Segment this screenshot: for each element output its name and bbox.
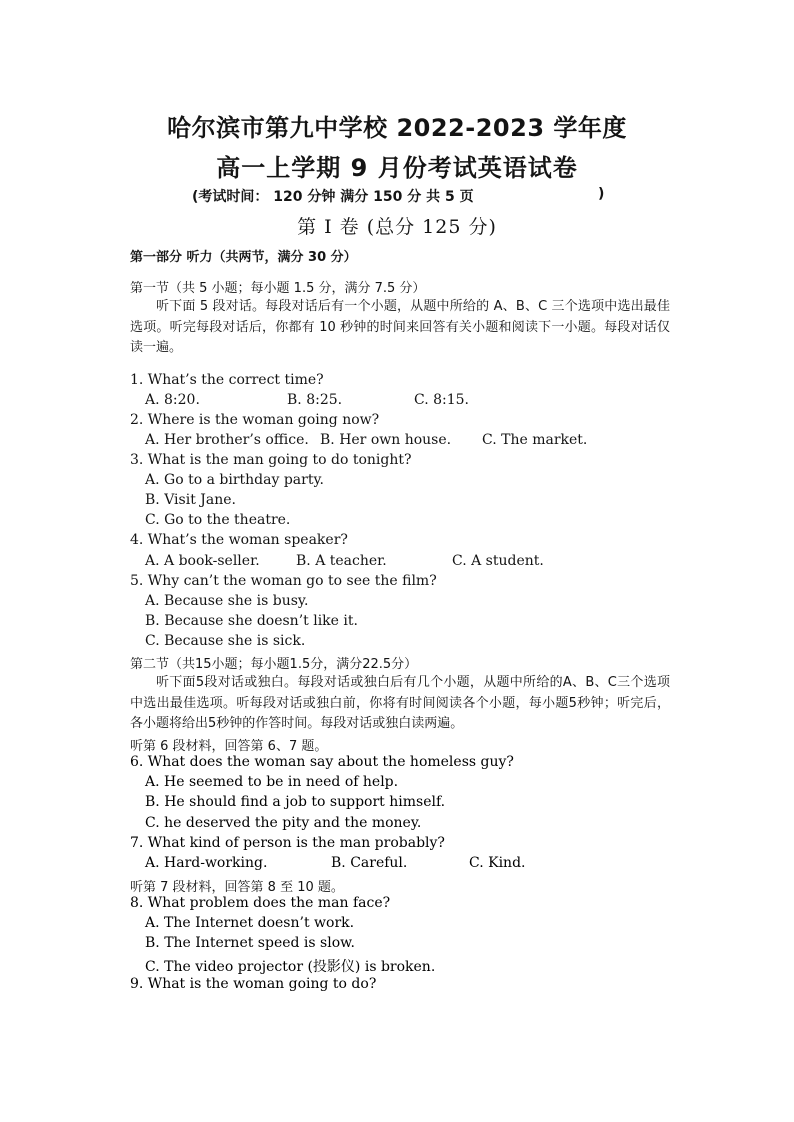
- question-5-stem: 5. Why can’t the woman go to see the film?: [130, 573, 437, 589]
- question-8-option-c: C. The video projector (投影仪) is broken.: [145, 959, 436, 975]
- question-5-option-b: B. Because she doesn’t like it.: [145, 613, 358, 629]
- question-1-stem: 1. What’s the correct time?: [130, 372, 324, 388]
- question-8-stem: 8. What problem does the man face?: [130, 895, 391, 911]
- question-3-stem: 3. What is the man going to do tonight?: [130, 452, 412, 468]
- part1-heading: 第一部分 听力（共两节，满分 30 分）: [130, 250, 357, 265]
- question-3-option-b: B. Visit Jane.: [145, 492, 236, 508]
- question-5-option-c: C. Because she is sick.: [145, 633, 306, 649]
- exam-info: (考试时间： 120 分钟 满分 150 分 共 5 页: [192, 189, 474, 205]
- question-4-stem: 4. What’s the woman speaker?: [130, 532, 348, 548]
- exam-title-line1: 哈尔滨市第九中学校 2022-2023 学年度: [167, 114, 627, 142]
- question-6-option-c: C. he deserved the pity and the money.: [145, 815, 422, 831]
- section1-directions: 听下面 5 段对话。每段对话后有一个小题，从题中所给的 A、B、C 三个选项中选出最佳选项。听完每段对话后，你都有 10 秒钟的时间来回答有关小题和阅读下一小题。每段对话仅读一遍。: [130, 299, 670, 355]
- question-4-option-b: B. A teacher.: [296, 553, 387, 569]
- question-6-option-b: B. He should find a job to support himself.: [145, 794, 446, 810]
- section2-directions: 听下面5段对话或独白。每段对话或独白后有几个小题，从题中所给的A、B、C三个选项中选出最佳选项。听每段对话或独白前，你将有时间阅读各个小题，每小题5秒钟；听完后，各小题将给出5秒钟的作答时间。每段对话或独白读两遍。: [130, 675, 670, 731]
- question-3-option-c: C. Go to the theatre.: [145, 512, 291, 528]
- question-1-option-a: A. 8:20.: [145, 392, 200, 408]
- question-4-option-a: A. A book-seller.: [145, 553, 260, 569]
- material-6-instruction: 听第 6 段材料，回答第 6、7 题。: [130, 739, 328, 754]
- question-4-option-c: C. A student.: [452, 553, 544, 569]
- exam-title-line2: 高一上学期 9 月份考试英语试卷: [216, 154, 578, 182]
- question-8-option-a: A. The Internet doesn’t work.: [145, 915, 355, 931]
- question-1-option-c: C. 8:15.: [414, 392, 470, 408]
- question-7-option-c: C. Kind.: [469, 855, 526, 871]
- section2-heading: 第二节（共15小题；每小题1.5分，满分22.5分）: [130, 657, 418, 672]
- question-1-option-b: B. 8:25.: [287, 392, 343, 408]
- question-2-option-c: C. The market.: [482, 432, 588, 448]
- material-7-instruction: 听第 7 段材料，回答第 8 至 10 题。: [130, 880, 344, 895]
- section1-heading: 第一节（共 5 小题；每小题 1.5 分，满分 7.5 分）: [130, 281, 426, 296]
- question-9-stem: 9. What is the woman going to do?: [130, 976, 377, 992]
- exam-info-close: ): [598, 186, 605, 202]
- question-6-option-a: A. He seemed to be in need of help.: [145, 774, 399, 790]
- question-2-option-b: B. Her own house.: [320, 432, 452, 448]
- question-3-option-a: A. Go to a birthday party.: [145, 472, 324, 488]
- question-2-option-a: A. Her brother’s office.: [145, 432, 309, 448]
- question-5-option-a: A. Because she is busy.: [145, 593, 309, 609]
- question-7-stem: 7. What kind of person is the man probably?: [130, 835, 445, 851]
- volume-heading: 第 I 卷 (总分 125 分): [297, 216, 497, 238]
- question-8-option-b: B. The Internet speed is slow.: [145, 935, 355, 951]
- question-2-stem: 2. Where is the woman going now?: [130, 412, 380, 428]
- question-6-stem: 6. What does the woman say about the homeless guy?: [130, 754, 514, 770]
- question-7-option-b: B. Careful.: [331, 855, 408, 871]
- question-7-option-a: A. Hard-working.: [145, 855, 268, 871]
